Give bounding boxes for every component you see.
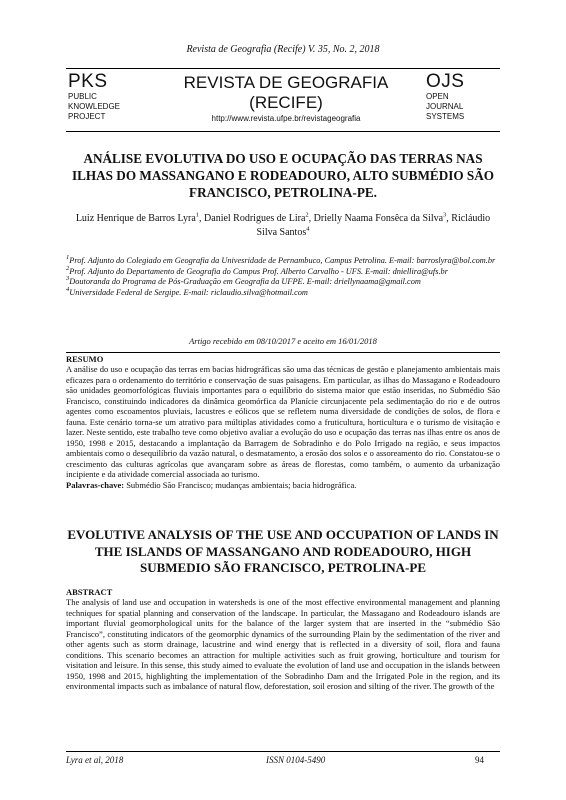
affiliation-number: 3 <box>66 275 70 283</box>
journal-url-link[interactable]: http://www.revista.ufpe.br/revistageografia <box>211 114 361 123</box>
pks-line: PROJECT <box>68 112 106 121</box>
keywords-line <box>66 480 500 491</box>
author-list <box>66 212 500 240</box>
author-separator: , <box>199 213 205 224</box>
author-separator: , <box>308 213 314 224</box>
affiliation-number: 2 <box>66 264 70 272</box>
ojs-line: SYSTEMS <box>426 112 465 121</box>
abstract-section <box>66 586 500 692</box>
affiliation-number: 4 <box>66 286 70 294</box>
affiliation-item <box>66 256 500 267</box>
ojs-logo <box>426 72 464 122</box>
author-affiliation-mark: 3 <box>443 211 447 219</box>
pks-line: PUBLIC <box>68 92 97 101</box>
author-separator: , <box>446 213 452 224</box>
keywords-label: Palavras-chave: <box>66 480 125 491</box>
author-name: Daniel Rodrigues de Lira <box>204 213 306 224</box>
article-title-portuguese: ANÁLISE EVOLUTIVA DO USO E OCUPAÇÃO DAS TERRAS NAS ILHAS DO MASSANGANO E RODEADOURO, ALTO SUBMÉDIO SÃO FRANCISCO, PETROLINA-PE. <box>71 151 495 200</box>
affiliation-text: Doutoranda do Programa de Pós-Graduação em Geografia da UFPE. E-mail: driellynaama@gmail.com <box>69 277 421 287</box>
journal-masthead <box>66 68 500 132</box>
affiliation-item <box>66 288 500 299</box>
resumo-heading: RESUMO <box>66 354 104 364</box>
author-name: Drielly Naama Fonsêca da Silva <box>313 213 444 224</box>
author-name: Luiz Henrique de Barros Lyra <box>75 213 196 224</box>
abstract-text: The analysis of land use and occupation in watersheds is one of the most effective environmental management and planning techniques for spatial planning and conservation of the landscape. In particular, the Massagano and Rodeadouro islands are important fluvial geomorphological units for the balance of the larger system that are inserted in the “submédio São Francisco”, constituting indicators of the geomorphic dynamics of the surrounding Plain by the sedimentation of the river and other agents such as storm drainage, lacustrine and wind energy that is reflected in a diversity of soil, flora and fauna conditions. This scenario becomes an attraction for multiple activities such as fruit growing, horticulture and tourism for visitation and leisure. In this sense, this study aimed to evaluate the evolution of land use and occupation in the islands between 1950, 1998 and 2015, highlighting the implementation of the Sobradinho Dam and the Irrigated Pole in the region, and its environmental impacts such as imbalance of natural flow, deforestation, soil erosion and silting of the river. The growth of the <box>66 597 500 692</box>
resumo-text: A análise do uso e ocupação das terras em bacias hidrográficas são uma das técnicas de gestão e planejamento ambientais mais eficazes para o ordenamento do território e conservação de suas paisagens. Em particular, as ilhas do Massagano e Rodeadouro são unidades geomorfológicas fluviais importantes para o equilíbrio do sistema maior que estão inseridas, no Submédio São Francisco, constituindo indicadores da dinâmica geomórfica da Planície circunjacente pela sedimentação do rio e de outros agentes como escoamentos pluviais, lacustres e eólicos que se refletem numa diversidade de condições de solos, de flora e fauna. Este cenário torna-se um atrativo para múltiplas atividades como a fruticultura, horticultura e o turismo de visitação e lazer. Neste sentido, este trabalho teve como objetivo avaliar a evolução do uso e ocupação das terras nas ilhas entre os anos de 1950, 1998 e 2015, destacando a implantação da Barragem de Sobradinho e do Polo Irrigado na região, e seus impactos ambientais como o desequilíbrio da vazão natural, o desmatamento, a erosão dos solos e o assoreamento do rio. Constatou-se o crescimento das culturas agrícolas que avançaram sobre as áreas de florestas, como também, o aumento da urbanização incipiente e da atividade comercial associada ao turismo. <box>66 364 500 480</box>
keywords-text: Submédio São Francisco; mudanças ambientais; bacia hidrográfica. <box>124 480 357 491</box>
abstract-heading: ABSTRACT <box>66 587 113 597</box>
affiliation-text: Universidade Federal de Sergipe. E-mail: riclaudio.silva@hotmail.com <box>69 287 308 297</box>
ojs-acronym: OJS <box>426 71 465 92</box>
affiliation-item <box>66 277 500 288</box>
author-name: Ricláudio Silva Santos <box>256 213 491 238</box>
received-accepted-dates: Artigo recebido em 08/10/2017 e aceito em 16/01/2018 <box>189 336 377 346</box>
author-affiliation-mark: 1 <box>195 211 200 219</box>
pks-line: KNOWLEDGE <box>68 102 121 111</box>
pks-acronym: PKS <box>68 71 108 92</box>
pks-logo <box>68 72 120 122</box>
affiliation-text: Prof. Adjunto do Departamento de Geografia do Campus Prof. Alberto Carvalho - UFS. E-mail: dniellira@ufs.br <box>69 266 448 276</box>
affiliation-item <box>66 264 500 278</box>
footer-author: Lyra et al, 2018 <box>66 755 124 765</box>
affiliation-list <box>66 256 500 298</box>
author-affiliation-mark: 2 <box>305 211 309 219</box>
ojs-line: JOURNAL <box>426 102 464 111</box>
affiliation-text: Prof. Adjunto do Colegiado em Geografia da Univesridade de Pernambuco, Campus Petrolina. E-mail: barroslyra@bol.com.br <box>69 256 496 265</box>
affiliation-number: 1 <box>66 254 70 262</box>
journal-title-line: REVISTA DE GEOGRAFIA <box>183 73 389 92</box>
author-affiliation-mark: 4 <box>306 225 310 233</box>
page-number: 94 <box>475 755 484 765</box>
journal-citation: Revista de Geografia (Recife) V. 35, No. 2, 2018 <box>186 44 380 55</box>
ojs-line: OPEN <box>426 92 449 101</box>
article-title-english: EVOLUTIVE ANALYSIS OF THE USE AND OCCUPATION OF LANDS IN THE ISLANDS OF MASSANGANO AND RODEADOURO, HIGH SUBMEDIO SÃO FRANCISCO, PETROLINA-PE <box>67 527 499 575</box>
resumo-section <box>66 352 500 491</box>
journal-title-line: (RECIFE) <box>249 93 323 112</box>
page-footer <box>66 751 500 766</box>
footer-issn: ISSN 0104-5490 <box>266 755 326 765</box>
journal-title <box>156 73 416 113</box>
